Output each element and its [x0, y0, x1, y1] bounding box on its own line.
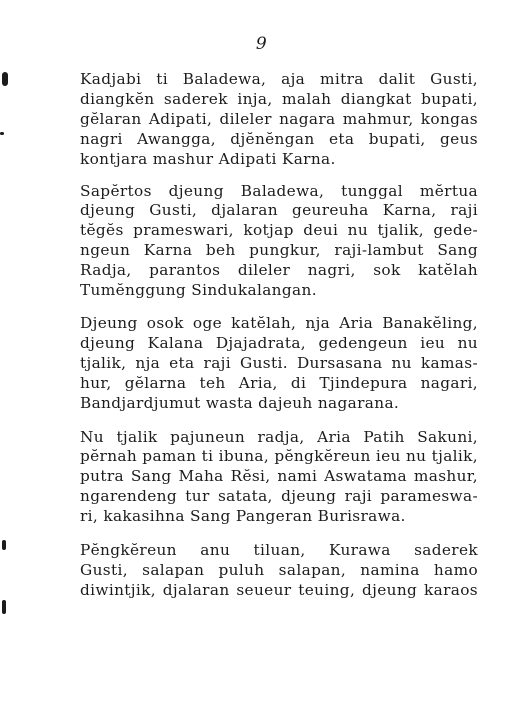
paragraph	[80, 70, 478, 170]
text-line: diwintjik, djalaran seueur teuing, djeung karaos	[80, 580, 478, 599]
text-line: ngeun Karna beh pungkur, raji-lambut Sang	[80, 241, 478, 260]
binding-mark	[2, 72, 8, 86]
text-line: diangkĕn saderek inja, malah diangkat bupati,	[80, 89, 478, 108]
text-line: kontjara mashur Adipati Karna.	[80, 149, 336, 168]
text-line: Gusti, salapan puluh salapan, namina hamo	[80, 560, 478, 579]
text-line: Radja, parantos dileler nagri, sok katĕlah	[80, 261, 478, 280]
text-line: Nu tjalik pajuneun radja, Aria Patih Sakuni,	[80, 427, 478, 446]
text-line: djeung Kalana Djajadrata, gedengeun ieu nu	[80, 333, 478, 352]
body-text	[80, 70, 478, 613]
text-line: ri, kakasihna Sang Pangeran Burisrawa.	[80, 507, 406, 526]
text-line: hur, gĕlarna teh Aria, di Tjindepura nagari,	[80, 373, 478, 392]
paragraph	[80, 314, 478, 414]
text-line: pĕrnah paman ti ibuna, pĕngkĕreun ieu nu tjalik,	[80, 447, 478, 466]
text-line: ngarendeng tur satata, djeung raji parameswa-	[80, 487, 478, 506]
paragraph	[80, 541, 478, 601]
text-line: gĕlaran Adipati, dileler nagara mahmur, kongas	[80, 109, 478, 128]
binding-mark	[0, 132, 4, 135]
text-line: Djeung osok oge katĕlah, nja Aria Banakĕling,	[80, 313, 478, 332]
paragraph	[80, 182, 478, 301]
text-line: putra Sang Maha Rĕsi, nami Aswatama mashur,	[80, 467, 478, 486]
text-line: tjalik, nja eta raji Gusti. Dursasana nu kamas-	[80, 353, 478, 372]
binding-mark	[2, 600, 6, 614]
text-line: djeung Gusti, djalaran geureuha Karna, raji	[80, 201, 478, 220]
paragraph	[80, 428, 478, 528]
binding-mark	[2, 540, 6, 550]
text-line: Pĕngkĕreun anu tiluan, Kurawa saderek	[80, 541, 478, 560]
text-line: nagri Awangga, djĕnĕngan eta bupati, geus	[80, 129, 478, 148]
text-line: Bandjardjumut wasta dajeuh nagarana.	[80, 393, 400, 412]
text-line: Kadjabi ti Baladewa, aja mitra dalit Gusti,	[80, 70, 478, 88]
page-number: 9	[255, 34, 268, 54]
text-line: Tumĕnggung Sindukalangan.	[80, 281, 317, 300]
text-line: Sapĕrtos djeung Baladewa, tunggal mĕrtua	[80, 181, 478, 200]
text-line: tĕgĕs prameswari, kotjap deui nu tjalik, gede-	[80, 221, 478, 240]
